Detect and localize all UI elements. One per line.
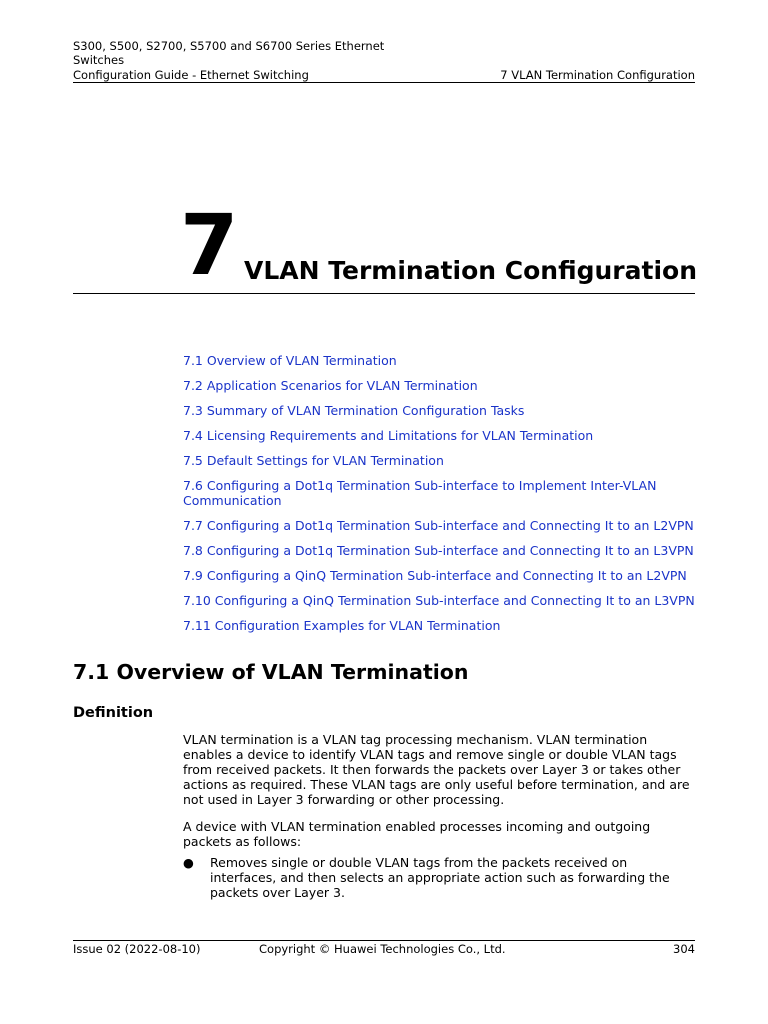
section-title: 7.1 Overview of VLAN Termination bbox=[73, 660, 469, 684]
toc-item bbox=[183, 593, 703, 608]
toc-item bbox=[183, 478, 703, 508]
footer-issue: Issue 02 (2022-08-10) bbox=[73, 942, 201, 956]
toc-link-7-3[interactable]: 7.3 Summary of VLAN Termination Configuration Tasks bbox=[183, 403, 525, 418]
toc-item bbox=[183, 543, 703, 558]
toc-link-7-6[interactable]: 7.6 Configuring a Dot1q Termination Sub-interface to Implement Inter-VLAN Communication bbox=[183, 478, 657, 508]
toc-item bbox=[183, 518, 703, 533]
chapter-number: 7 bbox=[180, 196, 239, 294]
bullet-text: Removes single or double VLAN tags from the packets received on interfaces, and then selects an appropriate action such as forwarding the packets over Layer 3. bbox=[210, 855, 670, 900]
toc-item bbox=[183, 568, 703, 583]
header-product-line1: S300, S500, S2700, S5700 and S6700 Series Ethernet bbox=[73, 39, 385, 53]
chapter-title: VLAN Termination Configuration bbox=[244, 256, 697, 285]
header-row bbox=[73, 68, 695, 83]
toc-link-7-8[interactable]: 7.8 Configuring a Dot1q Termination Sub-interface and Connecting It to an L3VPN bbox=[183, 543, 694, 558]
toc-item bbox=[183, 453, 703, 468]
toc-link-7-7[interactable]: 7.7 Configuring a Dot1q Termination Sub-interface and Connecting It to an L2VPN bbox=[183, 518, 694, 533]
footer-copyright: Copyright © Huawei Technologies Co., Ltd. bbox=[259, 942, 506, 956]
toc-item bbox=[183, 378, 703, 393]
toc-link-7-4[interactable]: 7.4 Licensing Requirements and Limitations for VLAN Termination bbox=[183, 428, 594, 443]
toc-link-7-10[interactable]: 7.10 Configuring a QinQ Termination Sub-interface and Connecting It to an L3VPN bbox=[183, 593, 695, 608]
toc-item bbox=[183, 403, 703, 418]
header-divider bbox=[73, 82, 695, 83]
subsection-title: Definition bbox=[73, 705, 154, 721]
processing-intro-paragraph: A device with VLAN termination enabled processes incoming and outgoing packets as follows: bbox=[183, 819, 651, 849]
chapter-toc bbox=[183, 353, 703, 643]
toc-item bbox=[183, 353, 703, 368]
header-product-line2: Switches bbox=[73, 53, 125, 67]
footer-divider bbox=[73, 940, 695, 941]
toc-link-7-5[interactable]: 7.5 Default Settings for VLAN Termination bbox=[183, 453, 444, 468]
definition-paragraph: VLAN termination is a VLAN tag processing mechanism. VLAN termination enables a device to identify VLAN tags and remove single or double VLAN tags from received packets. It then forwards the packets over Layer 3 or takes other actions as required. These VLAN tags are only useful before termination, and are not used in Layer 3 forwarding or other processing. bbox=[183, 732, 690, 807]
toc-item bbox=[183, 428, 703, 443]
header-guide-title: Configuration Guide - Ethernet Switching bbox=[73, 68, 309, 82]
toc-link-7-11[interactable]: 7.11 Configuration Examples for VLAN Termination bbox=[183, 618, 501, 633]
footer-page-number: 304 bbox=[673, 942, 695, 956]
header-chapter-ref: 7 VLAN Termination Configuration bbox=[500, 68, 695, 82]
toc-link-7-9[interactable]: 7.9 Configuring a QinQ Termination Sub-interface and Connecting It to an L2VPN bbox=[183, 568, 687, 583]
bullet-dot-icon: ● bbox=[183, 855, 194, 870]
chapter-divider bbox=[73, 293, 695, 294]
toc-link-7-2[interactable]: 7.2 Application Scenarios for VLAN Termination bbox=[183, 378, 478, 393]
toc-item bbox=[183, 618, 703, 633]
toc-link-7-1[interactable]: 7.1 Overview of VLAN Termination bbox=[183, 353, 397, 368]
